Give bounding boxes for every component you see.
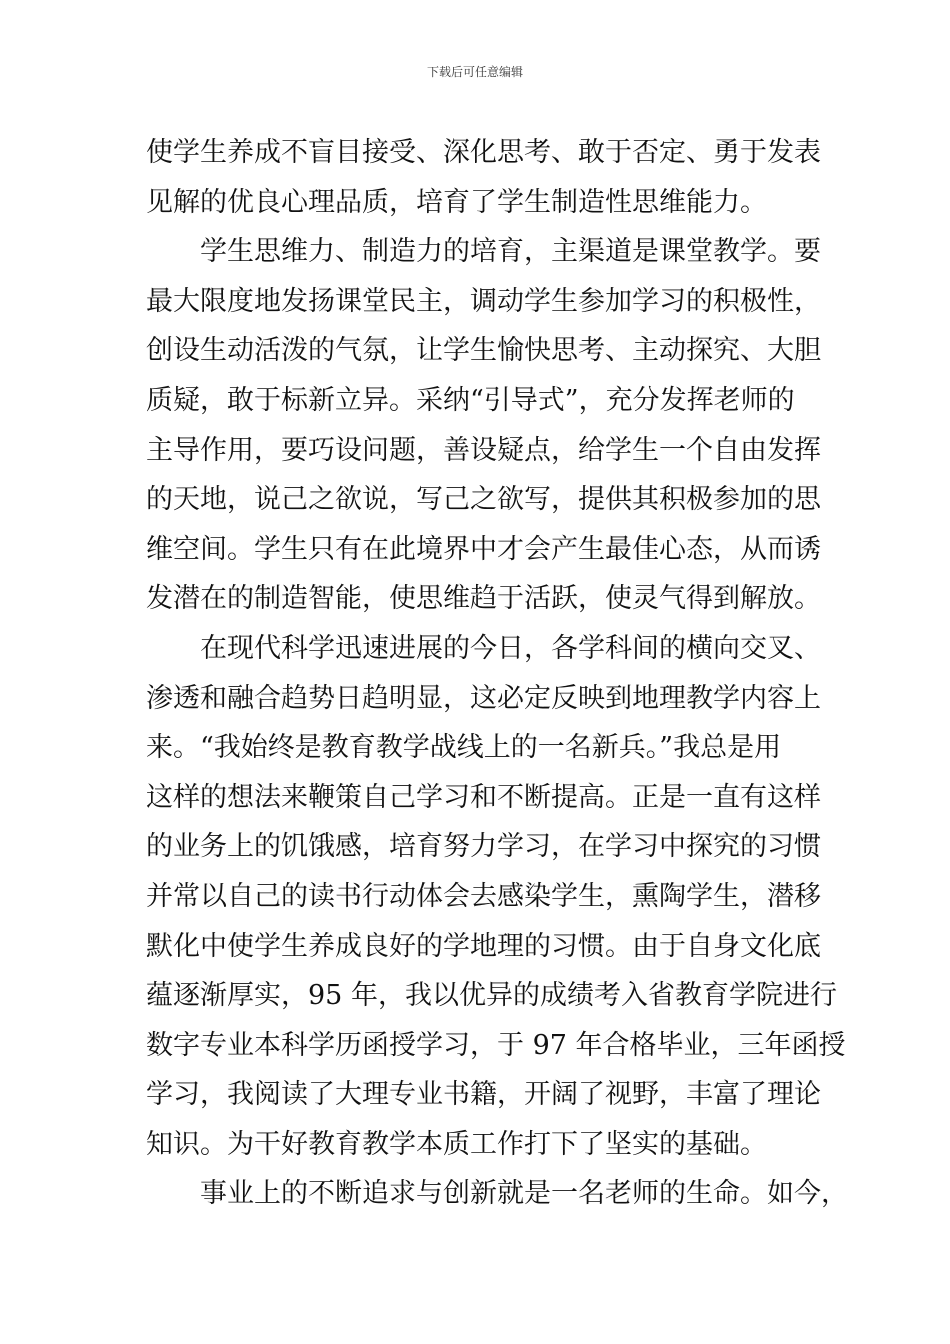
page-header: 下载后可任意编辑: [426, 65, 523, 79]
text-line: 创设生动活泼的气氛，让学生愉快思考、主动探究、大胆: [146, 335, 821, 367]
text-line: 默化中使学生养成良好的学地理的习惯。由于自身文化底: [146, 930, 821, 962]
document-body: [146, 128, 848, 1219]
text-line: 质疑，敢于标新立异。采纳“引导式”，充分发挥老师的: [146, 384, 795, 416]
text-line: 蕴逐渐厚实，95 年，我以优异的成绩考入省教育学院进行: [146, 980, 837, 1012]
text-line: 来。“我始终是教育教学战线上的一名新兵。”我总是用: [146, 732, 782, 764]
paragraph: [146, 227, 821, 624]
text-line: 学习，我阅读了大理专业书籍，开阔了视野，丰富了理论: [146, 1079, 821, 1111]
text-line: 在现代科学迅速进展的今日，各学科间的横向交叉、: [200, 632, 821, 664]
paragraph: [146, 624, 846, 1170]
text-line: 事业上的不断追求与创新就是一名老师的生命。如今，: [200, 1178, 848, 1210]
text-line: 数字专业本科学历函授学习，于 97 年合格毕业，三年函授: [146, 1029, 846, 1061]
paragraph: [146, 128, 821, 227]
text-line: 维空间。学生只有在此境界中才会产生最佳心态，从而诱: [146, 533, 821, 565]
text-line: 知识。为干好教育教学本质工作打下了坚实的基础。: [146, 1128, 767, 1160]
text-line: 发潜在的制造智能，使思维趋于活跃，使灵气得到解放。: [146, 583, 821, 615]
text-line: 使学生养成不盲目接受、深化思考、敢于否定、勇于发表: [146, 137, 821, 168]
text-line: 主导作用，要巧设问题，善设疑点，给学生一个自由发挥: [146, 434, 821, 466]
text-line: 的业务上的饥饿感，培育努力学习，在学习中探究的习惯: [146, 831, 821, 863]
paragraph: [146, 1169, 848, 1219]
text-line: 这样的想法来鞭策自己学习和不断提高。正是一直有这样: [146, 781, 821, 813]
text-line: 的天地，说己之欲说，写己之欲写，提供其积极参加的思: [146, 484, 821, 516]
text-line: 学生思维力、制造力的培育，主渠道是课堂教学。要: [200, 236, 821, 268]
text-line: 见解的优良心理品质，培育了学生制造性思维能力。: [146, 186, 767, 218]
text-line: 渗透和融合趋势日趋明显，这必定反映到地理教学内容上: [146, 682, 821, 714]
text-line: 并常以自己的读书行动体会去感染学生，熏陶学生，潜移: [146, 880, 821, 912]
text-line: 最大限度地发扬课堂民主，调动学生参加学习的积极性，: [146, 285, 821, 317]
